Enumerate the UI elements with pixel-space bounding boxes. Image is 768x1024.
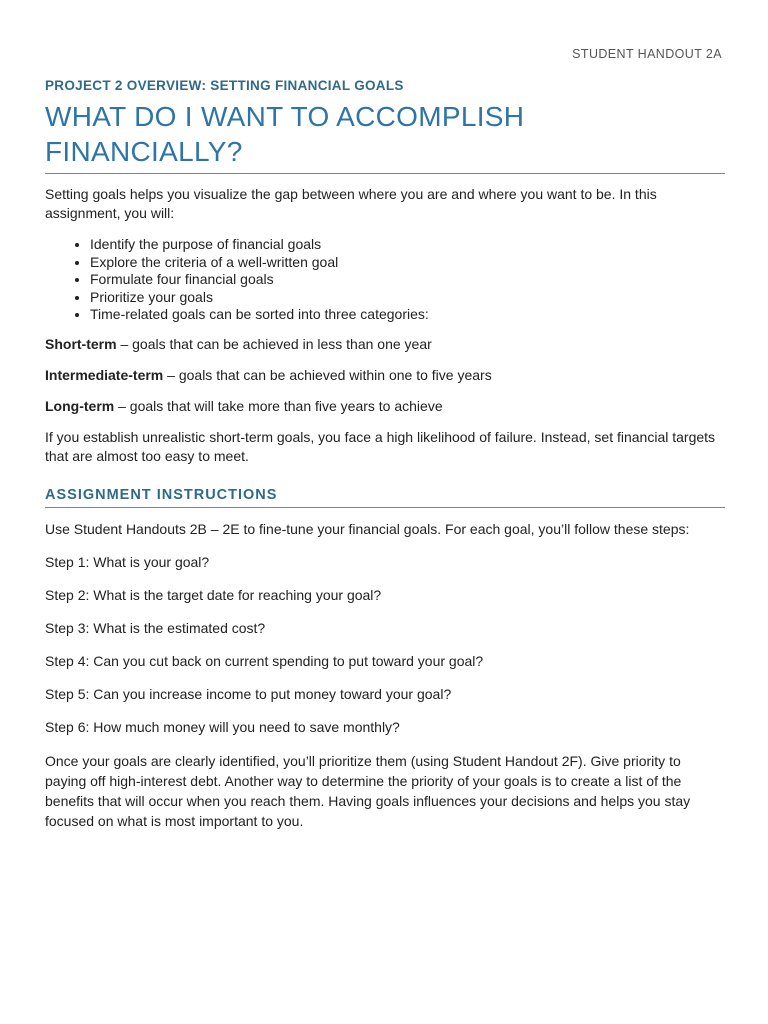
term-short-label: Short-term <box>45 335 117 352</box>
objective-item: • Time-related goals can be sorted into three categories: <box>90 306 725 324</box>
term-long-label: Long-term <box>45 397 115 414</box>
step-5: Step 5: Can you increase income to put money toward your goal? <box>45 685 452 702</box>
term-long <box>45 397 725 416</box>
term-intermediate-definition: – goals that can be achieved within one to five years <box>163 366 492 383</box>
term-intermediate <box>45 366 725 385</box>
page-title-line-1: WHAT DO I WANT TO ACCOMPLISH <box>45 101 525 132</box>
objective-item: • Identify the purpose of financial goals <box>90 236 725 254</box>
page-title <box>45 99 725 174</box>
step-6: Step 6: How much money will you need to save monthly? <box>45 718 400 735</box>
intro-paragraph: Setting goals helps you visualize the gap between where you are and where you want to be. In this assignment, you will: <box>45 186 657 221</box>
term-long-definition: – goals that will take more than five years to achieve <box>114 397 443 414</box>
objective-item: • Explore the criteria of a well-written goal <box>90 254 725 272</box>
term-intermediate-label: Intermediate-term <box>45 366 164 383</box>
step-4: Step 4: Can you cut back on current spending to put toward your goal? <box>45 652 484 669</box>
objective-item: • Formulate four financial goals <box>90 271 725 289</box>
objectives-list <box>45 236 725 324</box>
handout-content <box>45 78 725 831</box>
step-2: Step 2: What is the target date for reaching your goal? <box>45 586 382 603</box>
instructions-paragraph: Use Student Handouts 2B – 2E to fine-tune your financial goals. For each goal, you’ll follow these steps: <box>45 520 690 537</box>
objective-item: • Prioritize your goals <box>90 289 725 307</box>
warning-paragraph: If you establish unrealistic short-term goals, you face a high likelihood of failure. Instead, set financial targets that are almost too easy to meet. <box>45 428 716 464</box>
term-short-definition: – goals that can be achieved in less than one year <box>116 335 432 352</box>
handout-label: STUDENT HANDOUT 2A <box>572 47 722 61</box>
project-kicker: PROJECT 2 OVERVIEW: SETTING FINANCIAL GOALS <box>45 78 404 93</box>
assignment-heading: ASSIGNMENT INSTRUCTIONS <box>45 487 725 508</box>
closing-paragraph: Once your goals are clearly identified, you’ll prioritize them (using Student Handout 2F). Give priority to paying off high-interest debt. Another way to determine the priority of your goals is to create a list of the benefits that will occur when you reach them. Having goals influences your decisions and helps you stay focused on what is most important to you. <box>45 752 691 829</box>
step-3: Step 3: What is the estimated cost? <box>45 619 266 636</box>
step-1: Step 1: What is your goal? <box>45 553 210 570</box>
page-title-line-2: FINANCIALLY? <box>45 136 243 167</box>
term-short <box>45 335 725 354</box>
